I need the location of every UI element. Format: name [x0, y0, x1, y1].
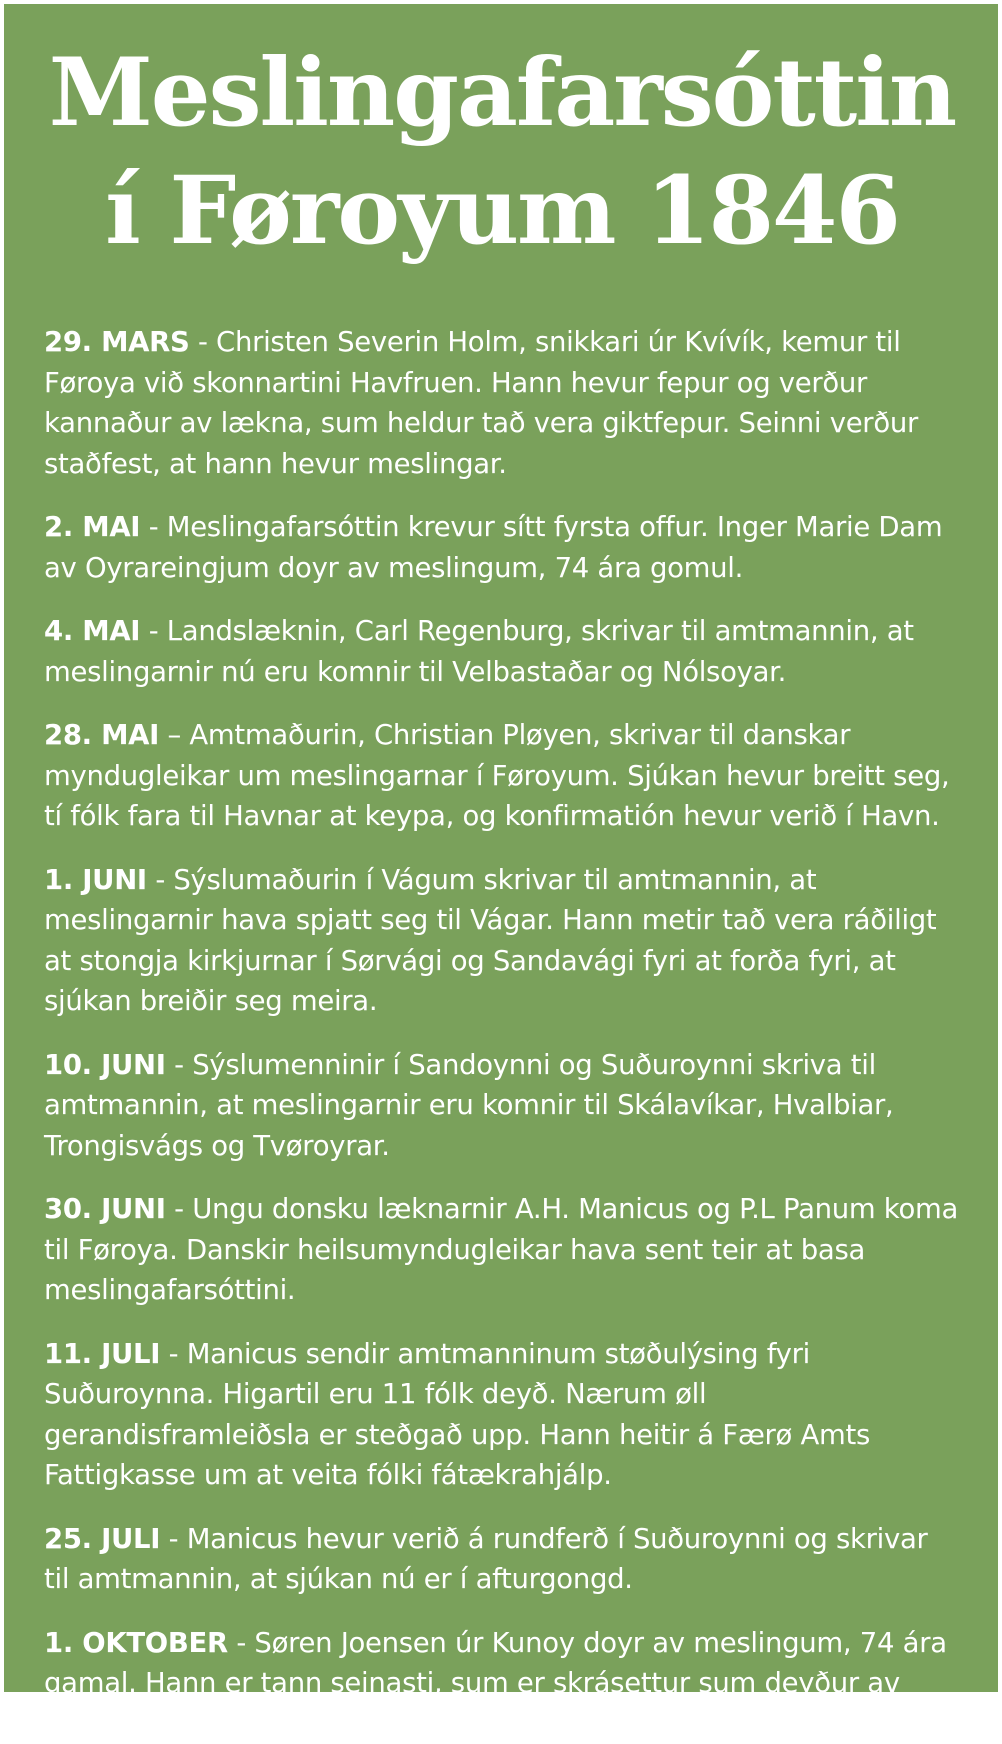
entry-separator: - [228, 1627, 255, 1659]
timeline-entry [44, 1334, 960, 1496]
title-line-1: Meslingafarsóttin [44, 34, 960, 152]
entry-text: Manicus hevur verið á rundferð í Suðuroynni og skrivar til amtmannin, at sjúkan nú er í afturgongd. [44, 1523, 928, 1596]
timeline-entry [44, 507, 960, 588]
entry-text: Meslingafarsóttin krevur sítt fyrsta offur. Inger Marie Dam av Oyrareingjum doyr av meslingum, 74 ára gomul. [44, 511, 942, 584]
entry-text: Amtmaðurin, Christian Pløyen, skrivar til danskar myndugleikar um meslingarnar í Føroyum. Sjúkan hevur breitt seg, tí fólk fara til Havnar at keypa, og konfirmatión hevur verið í Havn. [44, 719, 949, 832]
entry-text: Sýslumenninir í Sandoynni og Suðuroynni skriva til amtmannin, at meslingarnir eru komnir til Skálavíkar, Hvalbiar, Trongisvágs og Tvøroyrar. [44, 1049, 894, 1162]
timeline-entry [44, 1519, 960, 1600]
entry-separator: - [166, 1193, 193, 1225]
entry-text: Søren Joensen úr Kunoy doyr av meslingum, 74 ára gamal. Hann er tann seinasti, sum er skrásettur sum deyður av sjúkuni. [44, 1627, 947, 1740]
entry-text: Manicus sendir amtmanninum støðulýsing fyri Suðuroynna. Higartil eru 11 fólk deyð. Nærum øll gerandisframleiðsla er steðgað upp. Hann heitir á Færø Amts Fattigkasse um at veita fólki fátækrahjálp. [44, 1338, 870, 1492]
entry-date: 4. MAI [44, 615, 140, 647]
timeline-entry [44, 611, 960, 692]
entry-date: 28. MAI [44, 719, 159, 751]
timeline-entry [44, 1045, 960, 1167]
timeline-entries [44, 322, 960, 1744]
entry-date: 1. JUNI [44, 864, 147, 896]
page-title [44, 34, 960, 270]
entry-date: 29. MARS [44, 326, 190, 358]
entry-separator: – [159, 719, 189, 751]
timeline-entry [44, 1189, 960, 1311]
timeline-entry [44, 322, 960, 484]
entry-separator: - [147, 864, 174, 896]
timeline-entry [44, 860, 960, 1022]
title-line-2: í Føroyum 1846 [44, 152, 960, 270]
entry-date: 2. MAI [44, 511, 140, 543]
entry-text: Sýslumaðurin í Vágum skrivar til amtmannin, at meslingarnir hava spjatt seg til Vágar. Hann metir tað vera ráðiligt at stongja kirkjurnar í Sørvági og Sandavági fyri at forða fyri, at sjúkan breiðir seg meira. [44, 864, 936, 1018]
entry-date: 30. JUNI [44, 1193, 166, 1225]
entry-date: 10. JUNI [44, 1049, 166, 1081]
entry-date: 1. OKTOBER [44, 1627, 228, 1659]
entry-text: Ungu donsku læknarnir A.H. Manicus og P.L Panum koma til Føroya. Danskir heilsumyndugleikar hava sent teir at basa meslingafarsóttini. [44, 1193, 958, 1306]
entry-separator: - [160, 1523, 187, 1555]
entry-separator: - [140, 511, 167, 543]
timeline-entry [44, 715, 960, 837]
timeline-entry [44, 1623, 960, 1744]
entry-date: 25. JULI [44, 1523, 160, 1555]
entry-text: Christen Severin Holm, snikkari úr Kvívík, kemur til Føroya við skonnartini Havfruen. Hann hevur fepur og verður kannaður av lækna, sum heldur tað vera giktfepur. Seinni verður staðfest, at hann hevur meslingar. [44, 326, 918, 480]
entry-date: 11. JULI [44, 1338, 160, 1370]
entry-separator: - [160, 1338, 187, 1370]
entry-text: Landslæknin, Carl Regenburg, skrivar til amtmannin, at meslingarnir nú eru komnir til Velbastaðar og Nólsoyar. [44, 615, 914, 688]
entry-separator: - [140, 615, 167, 647]
entry-separator: - [166, 1049, 193, 1081]
entry-separator: - [190, 326, 217, 358]
timeline-panel [4, 4, 998, 1692]
